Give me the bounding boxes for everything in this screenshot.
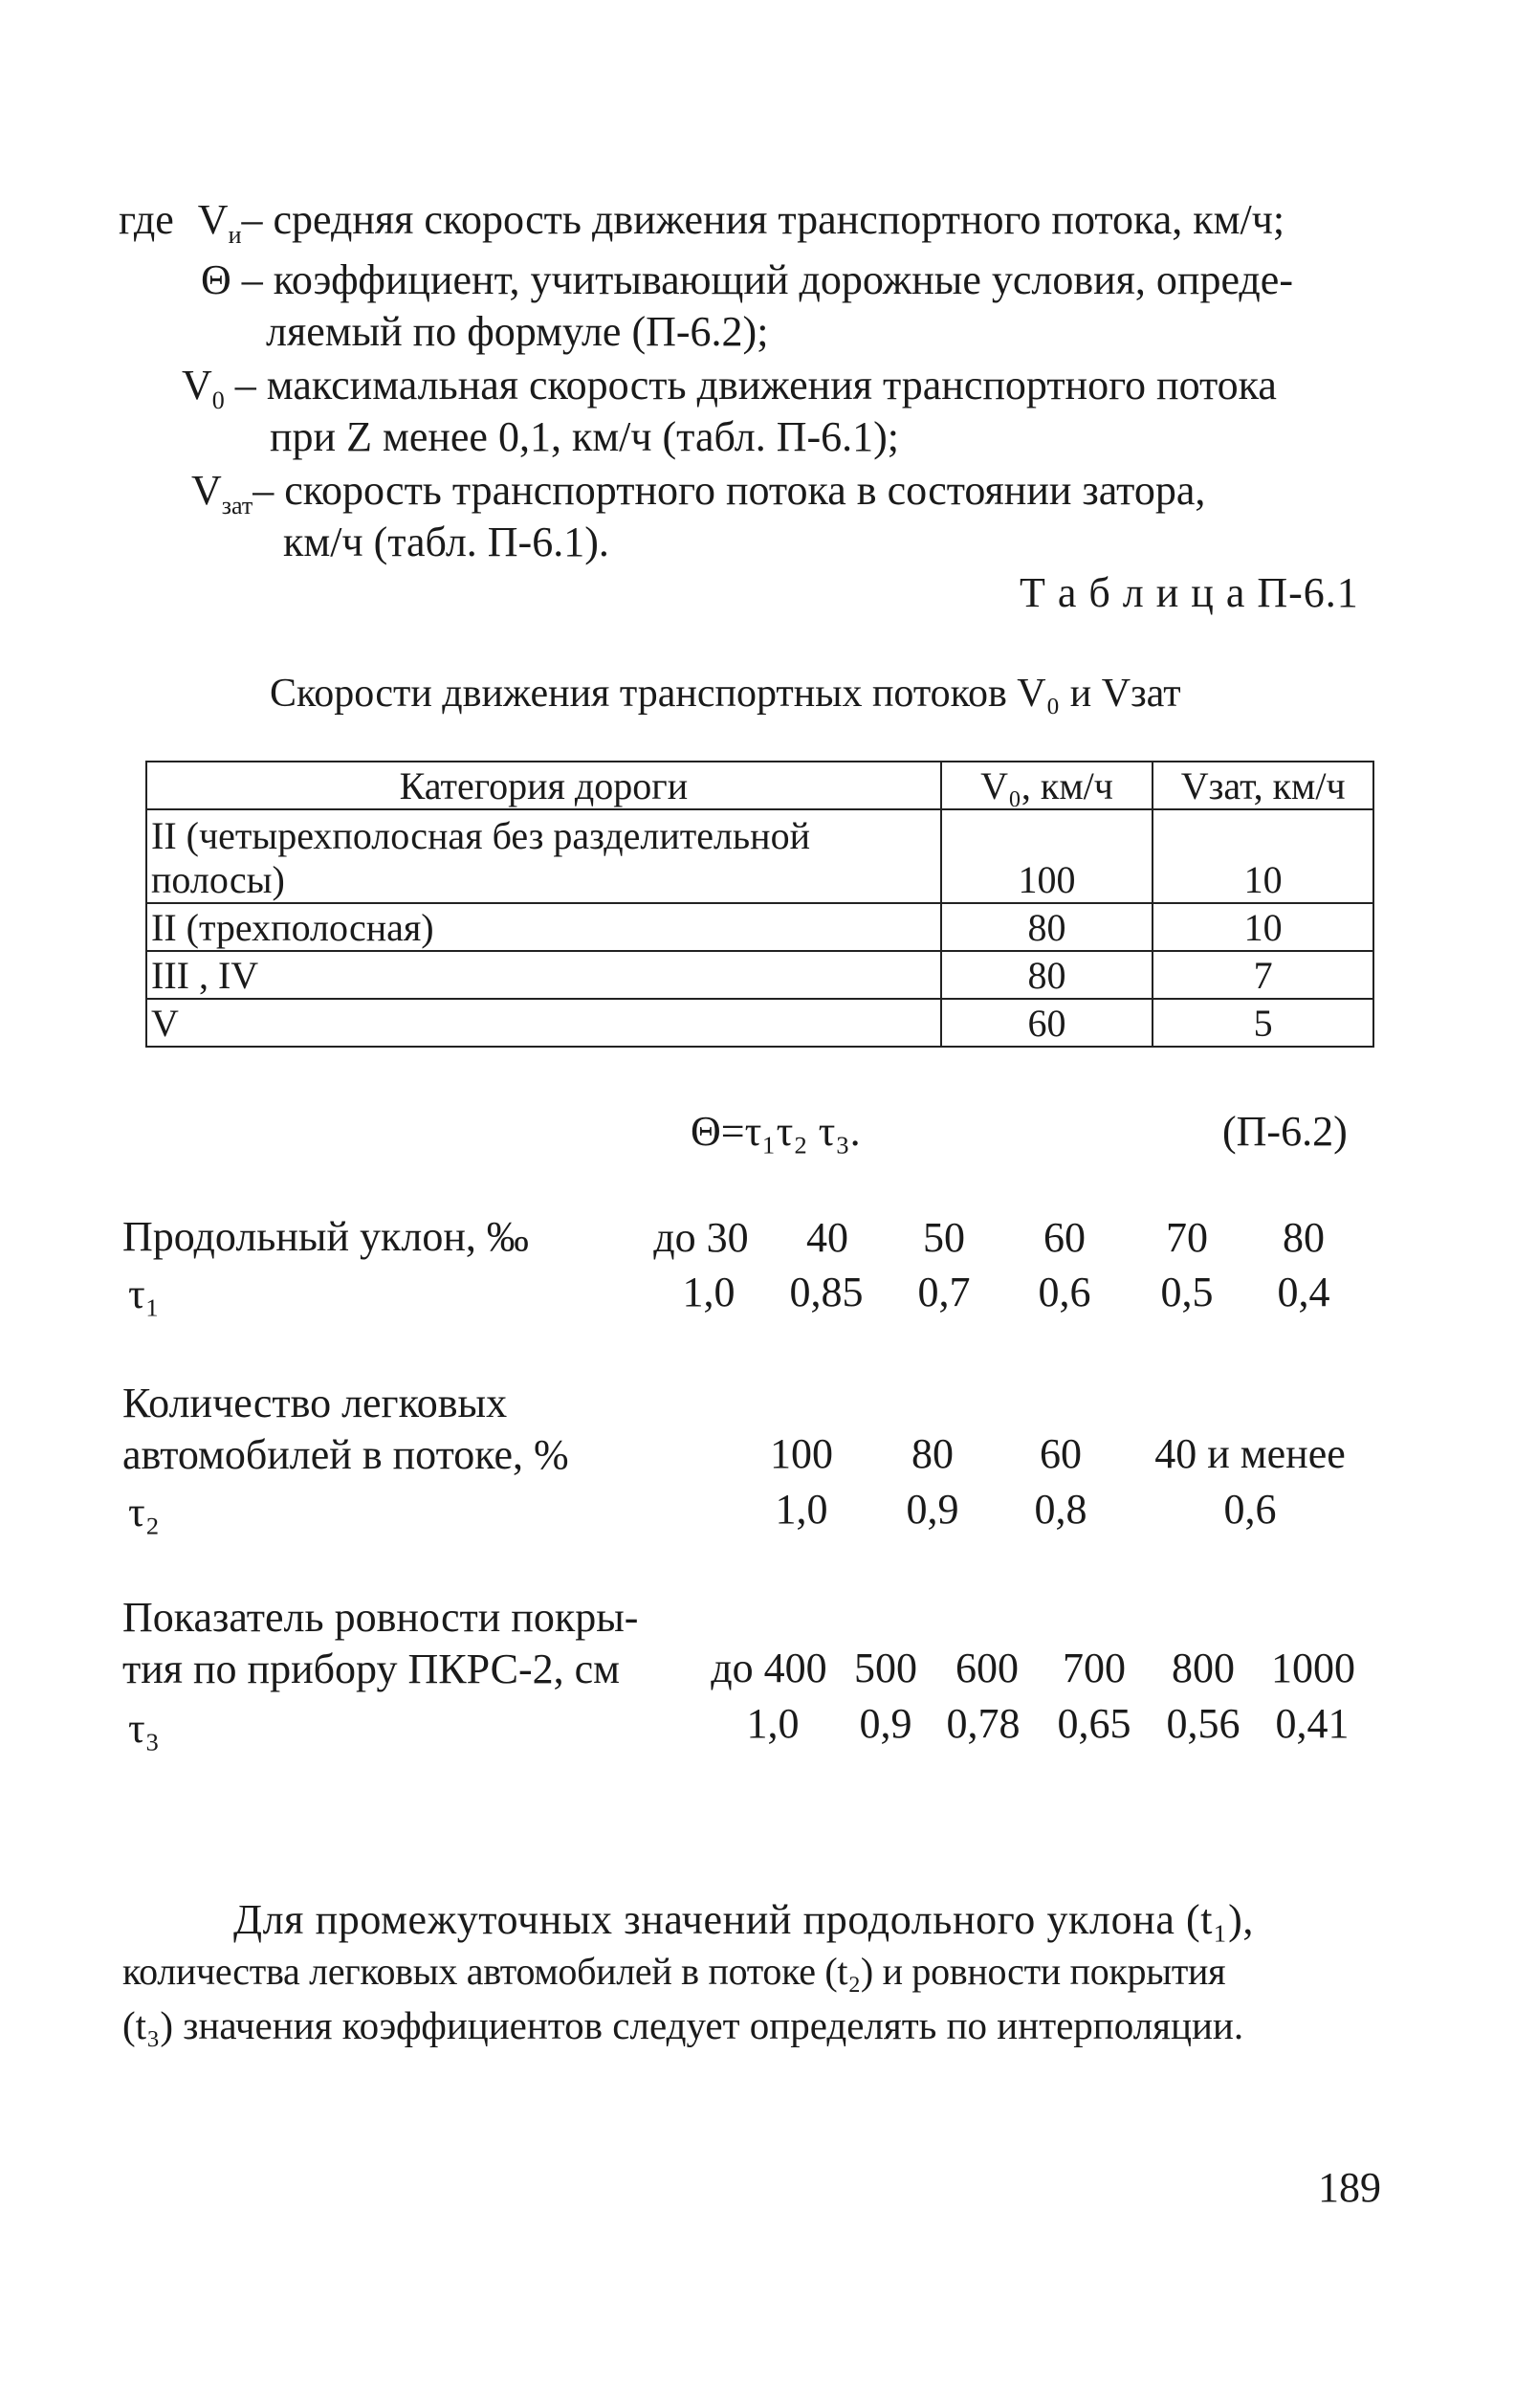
formula-number: (П-6.2) <box>1222 1108 1348 1155</box>
table-cell-v0: 80 <box>941 951 1153 999</box>
table-header-row <box>146 762 1373 809</box>
tau3-header-cell: 600 <box>955 1645 1019 1691</box>
category-line2: полосы) <box>151 858 285 901</box>
tau3-value-cell: 0,9 <box>859 1700 912 1747</box>
v0-description-line2: при Z менее 0,1, км/ч (табл. П-6.1); <box>270 413 900 460</box>
tau3-symbol: τ₃ <box>128 1705 161 1752</box>
table-cell-category: V <box>146 999 941 1047</box>
tau3-header-cell: 1000 <box>1271 1645 1355 1691</box>
v0-symbol: V <box>182 362 212 409</box>
tau2-header-cell: 80 <box>911 1430 954 1477</box>
v0-description-line1: – максимальная скорость движения транспортного потока <box>234 362 1277 409</box>
table-cell-category: III , IV <box>146 951 941 999</box>
tau2-value-cell: 0,9 <box>906 1486 959 1533</box>
table-cell-vzat: 10 <box>1153 809 1373 903</box>
tau1-value-cell: 0,85 <box>789 1269 864 1315</box>
table-cell-v0: 80 <box>941 903 1153 951</box>
tau3-label-line1: Показатель ровности покры- <box>122 1594 639 1641</box>
tau1-label: Продольный уклон, ‰ <box>122 1213 529 1260</box>
tau1-header-cell: до 30 <box>653 1214 749 1261</box>
header-v0: V₀, км/ч <box>941 762 1153 809</box>
tau1-value-cell: 1,0 <box>682 1269 736 1315</box>
table-cell-vzat: 5 <box>1153 999 1373 1047</box>
definition-v0 <box>182 362 1277 414</box>
tau1-value-cell: 0,5 <box>1160 1269 1214 1315</box>
note-line3: (t₃) значения коэффициентов следует определять по интерполяции. <box>122 2003 1244 2047</box>
tau1-value-cell: 0,4 <box>1277 1269 1330 1315</box>
tau1-symbol: τ₁ <box>128 1270 161 1317</box>
tau1-header-cell: 80 <box>1283 1214 1325 1261</box>
tau2-header-cell: 60 <box>1040 1430 1082 1477</box>
speed-table <box>145 761 1374 1048</box>
tau2-label-line2: автомобилей в потоке, % <box>122 1431 569 1478</box>
table-row <box>146 903 1373 951</box>
tau2-value-cell: 1,0 <box>775 1486 828 1533</box>
tau3-header-cell: до 400 <box>711 1645 827 1691</box>
tau3-value-cell: 0,78 <box>946 1700 1021 1747</box>
tau3-label-line2: тия по прибору ПКРС-2, см <box>122 1646 620 1692</box>
category-line1: II (четырехполосная без разделительной <box>151 814 810 857</box>
theta-symbol: Θ <box>201 256 231 303</box>
tau3-header-cell: 500 <box>854 1645 917 1691</box>
tau1-header-cell: 50 <box>923 1214 965 1261</box>
tau3-header-cell: 800 <box>1172 1645 1235 1691</box>
v0-subscript: 0 <box>211 387 225 414</box>
tau2-symbol: τ₂ <box>128 1489 161 1535</box>
table-row <box>146 999 1373 1047</box>
tau2-header-cell: 40 и менее <box>1154 1430 1346 1477</box>
tau3-value-cell: 1,0 <box>746 1700 800 1747</box>
page-number: 189 <box>1318 2164 1381 2211</box>
table-cell-v0: 60 <box>941 999 1153 1047</box>
table-row <box>146 951 1373 999</box>
table-cell-category: II (трехполосная) <box>146 903 941 951</box>
note-line2: количества легковых автомобилей в потоке (t₂) и ровности покрытия <box>122 1950 1226 1993</box>
theta-description-line2: ляемый по формуле (П-6.2); <box>266 308 769 355</box>
tau1-header-cell: 60 <box>1043 1214 1086 1261</box>
tau2-value-cell: 0,8 <box>1034 1486 1087 1533</box>
note-line1: Для промежуточных значений продольного уклона (t₁), <box>233 1896 1254 1943</box>
table-cell-vzat: 10 <box>1153 903 1373 951</box>
theta-description-line1: – коэффициент, учитывающий дорожные условия, опреде- <box>241 256 1293 303</box>
vzat-description-line2: км/ч (табл. П-6.1). <box>283 519 609 565</box>
tau1-value-cell: 0,7 <box>917 1269 971 1315</box>
tau1-value-cell: 0,6 <box>1038 1269 1091 1315</box>
definition-vi <box>119 196 1285 249</box>
tau2-header-cell: 100 <box>770 1430 833 1477</box>
formula-expression: Θ=τ₁τ₂ τ₃. <box>691 1108 861 1155</box>
tau3-header-cell: 700 <box>1063 1645 1126 1691</box>
table-cell-v0: 100 <box>941 809 1153 903</box>
definition-vzat <box>191 467 1206 519</box>
table-row <box>146 809 1373 903</box>
tau3-value-cell: 0,41 <box>1275 1700 1350 1747</box>
tau1-header-cell: 70 <box>1166 1214 1208 1261</box>
table-cell-category <box>146 809 941 903</box>
tau3-value-cell: 0,65 <box>1057 1700 1131 1747</box>
table-cell-vzat: 7 <box>1153 951 1373 999</box>
definition-theta <box>201 256 1293 304</box>
table-label: Т а б л и ц а П-6.1 <box>1020 569 1359 616</box>
table-caption: Скорости движения транспортных потоков V₀ и Vзат <box>270 672 1181 716</box>
vzat-subscript: зат <box>221 492 253 519</box>
vzat-symbol: V <box>191 467 222 514</box>
tau3-value-cell: 0,56 <box>1166 1700 1241 1747</box>
header-category: Категория дороги <box>146 762 941 809</box>
tau2-label-line1: Количество легковых <box>122 1380 508 1426</box>
vi-symbol: V <box>197 196 229 243</box>
tau2-value-cell: 0,6 <box>1223 1486 1277 1533</box>
vi-description: – средняя скорость движения транспортного потока, км/ч; <box>241 196 1285 243</box>
where-word: где <box>119 196 174 243</box>
vzat-description-line1: – скорость транспортного потока в состоянии затора, <box>253 467 1206 514</box>
header-vzat: Vзат, км/ч <box>1153 762 1373 809</box>
tau1-header-cell: 40 <box>806 1214 848 1261</box>
vi-subscript: и <box>228 221 242 249</box>
